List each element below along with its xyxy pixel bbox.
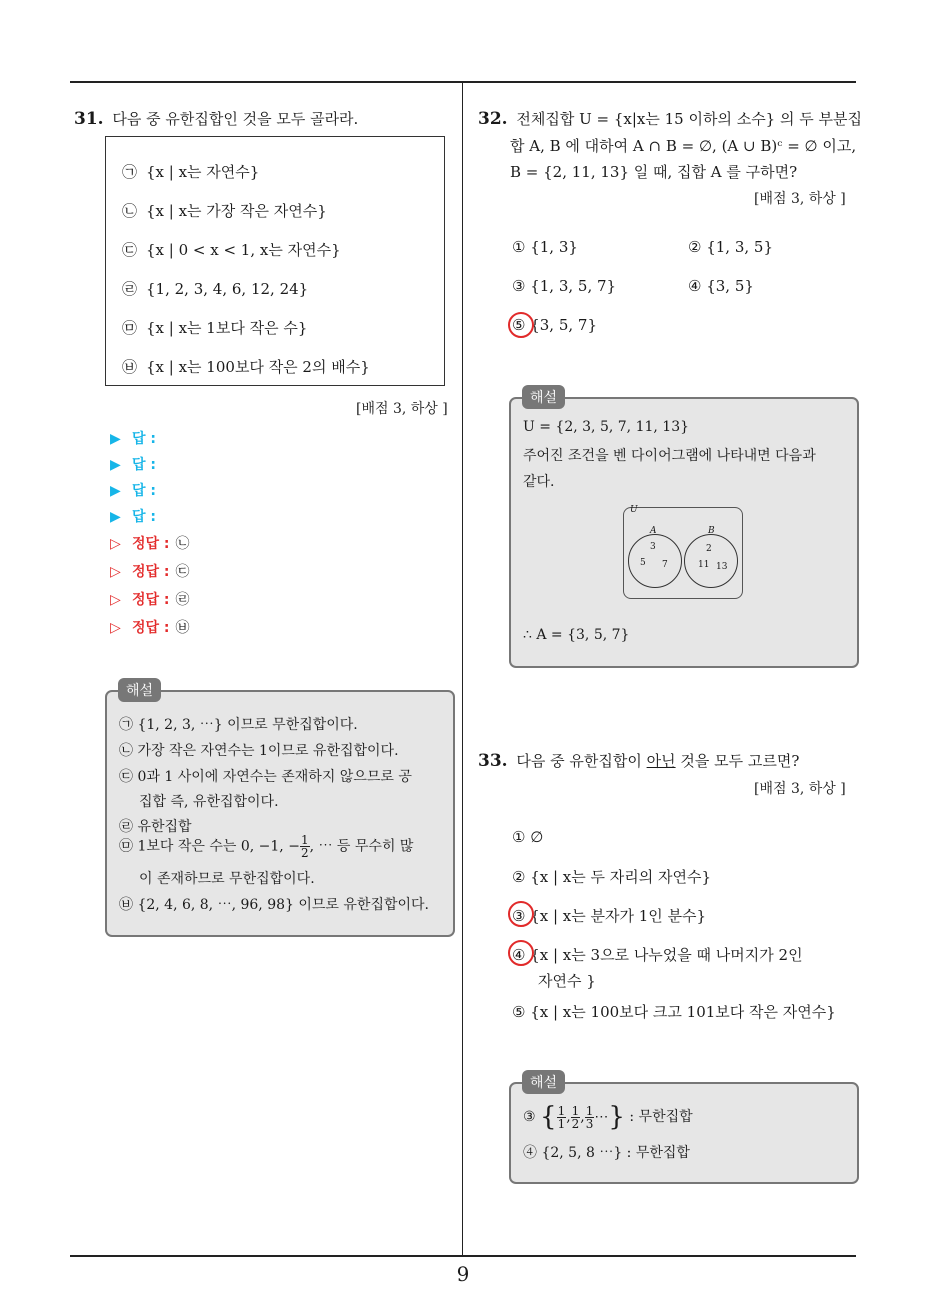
q32-score: [배점 3, 하상 ] (754, 191, 846, 207)
triangle-outline-icon: ▷ (110, 536, 121, 552)
q31-number: 31. (74, 109, 104, 129)
page-number: 9 (456, 1262, 470, 1286)
q33-number: 33. (478, 751, 508, 771)
answer-blank: ▶ 답 : (110, 457, 156, 473)
column-divider (462, 82, 463, 1256)
q32-explanation: U = {2, 3, 5, 7, 11, 13} 주어진 조건을 벤 다이어그램에 나타내면 다음과 같다. U A B 3 5 7 2 11 13 ∴ A = {3, 5, 7} (509, 397, 859, 668)
q31-item: ㉠ {x | x는 자연수} (122, 163, 260, 181)
play-icon: ▶ (110, 457, 121, 473)
q32-question: 32. 전체집합 U = {x|x는 15 이하의 소수} 의 두 부분집 (478, 109, 862, 129)
play-icon: ▶ (110, 431, 121, 447)
q31-item: ㉡ {x | x는 가장 작은 자연수} (122, 202, 327, 220)
q32-option: ④ {3, 5} (688, 277, 754, 295)
q33-score: [배점 3, 하상 ] (754, 781, 846, 797)
answer-circle-mark (508, 901, 534, 927)
fraction: $\frac{1}{3}$ (585, 1103, 594, 1131)
play-icon: ▶ (110, 509, 121, 525)
answer-blank: ▶ 답 : (110, 483, 156, 499)
q33-explanation: ③ { $\frac{1}{1}$ , $\frac{1}{2}$ , $\frac{1}{3}$ ⋯} : 무한집합 ④ {2, 5, 8 ⋯} : 무한집합 (509, 1082, 859, 1184)
q31-text: 다음 중 유한집합인 것을 모두 골라라. (112, 110, 359, 128)
bottom-rule (70, 1255, 856, 1257)
set-b-circle (684, 534, 738, 588)
q31-question (74, 108, 358, 129)
top-rule (70, 81, 856, 83)
q31-item: ㉢ {x | 0 < x < 1, x는 자연수} (122, 241, 341, 259)
q33-question: 33. 다음 중 유한집합이 아닌 것을 모두 고르면? (478, 751, 800, 771)
correct-answer: ▷ 정답 : ㉡ (110, 536, 190, 552)
q31-choices-box (105, 136, 445, 386)
triangle-outline-icon: ▷ (110, 620, 121, 636)
fraction: $\frac{1}{2}$ (300, 833, 309, 860)
q31-explanation: ㉠ {1, 2, 3, ⋯} 이므로 무한집합이다. ㉡ 가장 작은 자연수는 1이므로 유한집합이다. ㉢ 0과 1 사이에 자연수는 존재하지 않으므로 공 집합 즉, 유한집합이다. ㉣ 유한집합 ㉤ 1보다 작은 수는 0, −1, − $\frac{1}{2}$ , ⋯ 등 무수히 많 이 존재하므로 무한집합이다. ㉥ {2, 4, 6, 8, ⋯, 96, 98} 이므로 유한집합이다. (105, 690, 455, 937)
answer-circle-mark (508, 312, 534, 338)
venn-diagram: U A B 3 5 7 2 11 13 (623, 507, 743, 599)
q33-option: ③ {x | x는 분자가 1인 분수} (512, 907, 707, 925)
triangle-outline-icon: ▷ (110, 592, 121, 608)
q32-option: ② {1, 3, 5} (688, 238, 774, 256)
q32-option: ① {1, 3} (512, 238, 578, 256)
q32-exp-tag: 해설 (522, 385, 565, 409)
answer-circle-mark (508, 940, 534, 966)
triangle-outline-icon: ▷ (110, 564, 121, 580)
q31-exp-tag: 해설 (118, 678, 161, 702)
q33-exp-tag: 해설 (522, 1070, 565, 1094)
correct-answer: ▷ 정답 : ㉣ (110, 592, 190, 608)
q33-option: ② {x | x는 두 자리의 자연수} (512, 868, 712, 886)
answer-blank: ▶ 답 : (110, 509, 156, 525)
q31-item: ㉣ {1, 2, 3, 4, 6, 12, 24} (122, 280, 309, 298)
fraction: $\frac{1}{1}$ (557, 1103, 566, 1131)
q32-number: 32. (478, 109, 508, 129)
q33-option: ① ∅ (512, 828, 544, 846)
q31-item: ㉤ {x | x는 1보다 작은 수} (122, 319, 308, 337)
correct-answer: ▷ 정답 : ㉥ (110, 620, 190, 636)
q33-option: ④ {x | x는 3으로 나누었을 때 나머지가 2인 (512, 946, 803, 964)
q32-option: ③ {1, 3, 5, 7} (512, 277, 617, 295)
q32-option: ⑤ {3, 5, 7} (512, 316, 598, 334)
answer-blank: ▶ 답 : (110, 431, 156, 447)
fraction: $\frac{1}{2}$ (571, 1103, 580, 1131)
q31-item: ㉥ {x | x는 100보다 작은 2의 배수} (122, 358, 370, 376)
q33-option: ⑤ {x | x는 100보다 크고 101보다 작은 자연수} (512, 1003, 836, 1021)
correct-answer: ▷ 정답 : ㉢ (110, 564, 190, 580)
play-icon: ▶ (110, 483, 121, 499)
q31-score: [배점 3, 하상 ] (356, 401, 448, 417)
